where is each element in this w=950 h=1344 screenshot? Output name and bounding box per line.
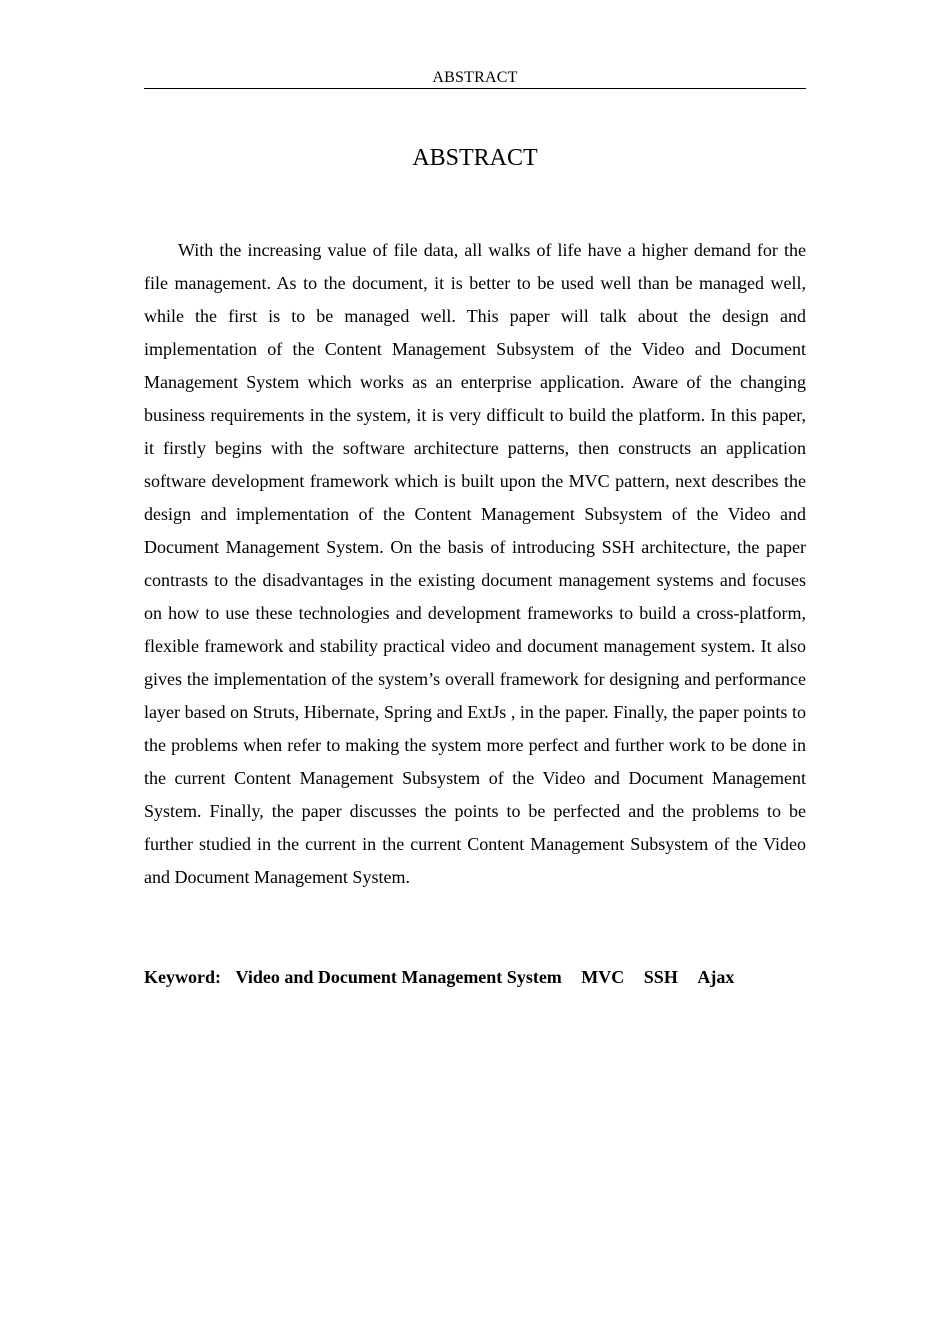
keywords-label: Keyword: <box>144 967 221 987</box>
header-rule <box>144 88 806 89</box>
keyword-item: SSH <box>643 967 678 987</box>
running-header: ABSTRACT <box>432 69 518 86</box>
keywords-line <box>144 962 806 992</box>
abstract-body: With the increasing value of file data, all walks of life have a higher demand for the file management. As to the document, it is better to be used well than be managed well, while the first is to be managed well. This paper will talk about the design and implementation of the Content Management Subsystem of the Video and Document Management System which works as an enterprise application. Aware of the changing business requirements in the system, it is very difficult to build the platform. In this paper, it firstly begins with the software architecture patterns, then constructs an application software development framework which is built upon the MVC pattern, next describes the design and implementation of the Content Management Subsystem of the Video and Document Management System. On the basis of introducing SSH architecture, the paper contrasts to the disadvantages in the existing document management systems and focuses on how to use these technologies and development frameworks to build a cross-platform, flexible framework and stability practical video and document management system. It also gives the implementation of the system’s overall framework for designing and performance layer based on Struts, Hibernate, Spring and ExtJs , in the paper. Finally, the paper points to the problems when refer to making the system more perfect and further work to be done in the current Content Management Subsystem of the Video and Document Management System. Finally, the paper discusses the points to be perfected and the problems to be further studied in the current in the current Content Management Subsystem of the Video and Document Management System. <box>144 240 806 887</box>
keyword-item: MVC <box>581 967 625 987</box>
keyword-item: Video and Document Management System <box>235 967 562 987</box>
keyword-item: Ajax <box>697 967 735 987</box>
page-title: ABSTRACT <box>412 145 538 171</box>
